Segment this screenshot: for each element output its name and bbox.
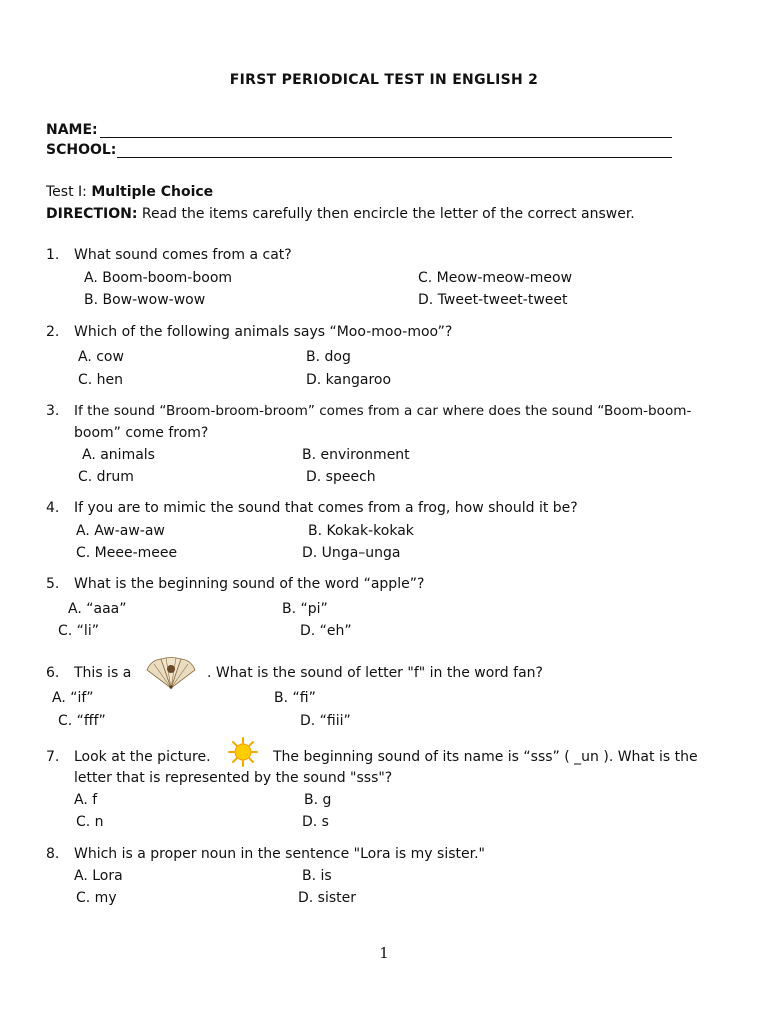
option[interactable]: B. Bow-wow-wow [84, 292, 206, 308]
option[interactable]: D. Tweet-tweet-tweet [418, 292, 568, 308]
option[interactable]: B. “fi” [274, 690, 316, 706]
option[interactable]: D. kangaroo [306, 372, 392, 388]
question-number: 8. [46, 846, 60, 862]
option[interactable]: C. drum [78, 469, 134, 485]
test-prefix: Test I: [46, 184, 87, 200]
question-number: 3. [46, 403, 60, 419]
option[interactable]: A. animals [82, 447, 155, 463]
page-title: FIRST PERIODICAL TEST IN ENGLISH 2 [229, 72, 539, 88]
option[interactable]: B. dog [306, 349, 351, 365]
name-label: NAME: [46, 122, 98, 138]
option[interactable]: C. my [76, 890, 117, 906]
option[interactable]: D. “fiii” [300, 713, 351, 729]
question-number: 5. [46, 576, 60, 592]
option[interactable]: C. “fff” [58, 713, 106, 729]
option[interactable]: A. “aaa” [68, 601, 127, 617]
option[interactable]: C. Meow-meow-meow [418, 270, 573, 286]
name-blank-line[interactable] [100, 137, 672, 138]
option[interactable]: A. f [74, 792, 98, 808]
option[interactable]: B. environment [302, 447, 410, 463]
question-text-before: Look at the picture. [74, 749, 211, 765]
question-text: Which is a proper noun in the sentence "Lora is my sister." [74, 846, 485, 862]
question-text-after: . What is the sound of letter "f" in the word fan? [207, 665, 543, 681]
question-text-before: This is a [74, 665, 132, 681]
option[interactable]: A. Lora [74, 868, 123, 884]
option[interactable]: D. s [302, 814, 329, 830]
page-number: 1 [379, 944, 389, 962]
sun-icon [228, 737, 258, 767]
option[interactable]: D. sister [298, 890, 357, 906]
question-text: What sound comes from a cat? [74, 247, 292, 263]
option[interactable]: B. Kokak-kokak [308, 523, 414, 539]
option[interactable]: C. Meee-meee [76, 545, 178, 561]
question-text-line2: boom” come from? [74, 425, 209, 441]
option[interactable]: A. Boom-boom-boom [84, 270, 233, 286]
question-number: 1. [46, 247, 60, 263]
option[interactable]: B. “pi” [282, 601, 328, 617]
option[interactable]: B. is [302, 868, 332, 884]
option[interactable]: C. n [76, 814, 104, 830]
option[interactable]: D. “eh” [300, 623, 352, 639]
option[interactable]: B. g [304, 792, 332, 808]
question-text: What is the beginning sound of the word “apple”? [74, 576, 425, 592]
question-number: 6. [46, 665, 60, 681]
test-type: Multiple Choice [91, 184, 214, 200]
question-text: If you are to mimic the sound that comes from a frog, how should it be? [74, 500, 578, 516]
option[interactable]: D. speech [306, 469, 376, 485]
question-text: If the sound “Broom-broom-broom” comes from a car where does the sound “Boom-boom- [74, 403, 692, 419]
question-text-after: The beginning sound of its name is “sss” ( _un ). What is the [273, 749, 698, 765]
direction [46, 206, 635, 222]
question-text-line2: letter that is represented by the sound "sss"? [74, 770, 393, 786]
option[interactable]: C. hen [78, 372, 124, 388]
test-heading [46, 184, 213, 200]
option[interactable]: A. cow [78, 349, 124, 365]
direction-label: DIRECTION: [46, 206, 138, 222]
school-blank-line[interactable] [117, 157, 672, 158]
option[interactable]: A. Aw-aw-aw [76, 523, 165, 539]
question-number: 2. [46, 324, 60, 340]
question-text: Which of the following animals says “Moo-moo-moo”? [74, 324, 453, 340]
school-label: SCHOOL: [46, 142, 117, 158]
fan-icon [143, 656, 199, 690]
option[interactable]: A. “if” [52, 690, 94, 706]
option[interactable]: D. Unga–unga [302, 545, 401, 561]
question-number: 7. [46, 749, 60, 765]
direction-text: Read the items carefully then encircle the letter of the correct answer. [141, 206, 635, 222]
option[interactable]: C. “li” [58, 623, 99, 639]
question-number: 4. [46, 500, 60, 516]
